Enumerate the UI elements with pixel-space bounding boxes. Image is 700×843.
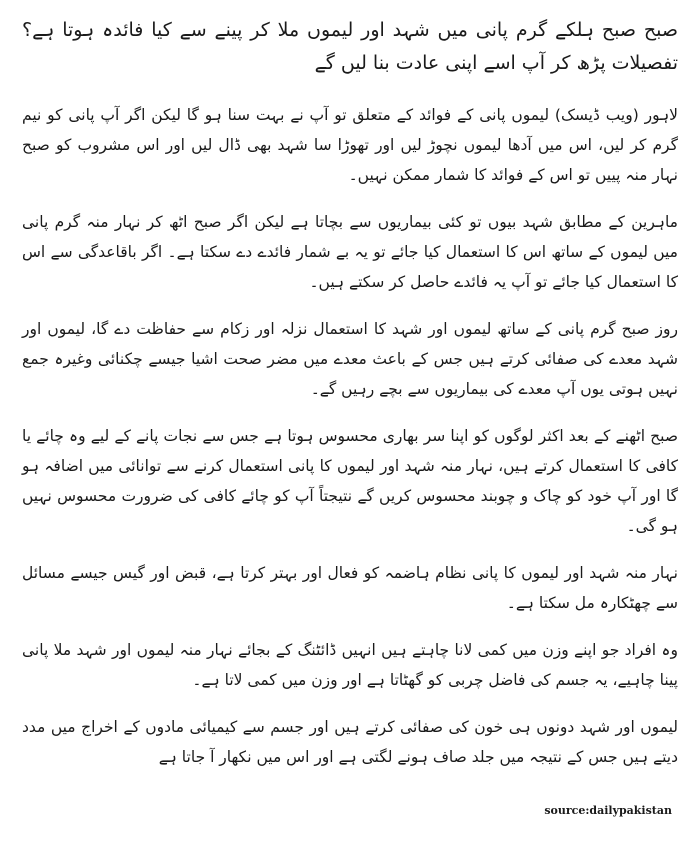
article-headline: صبح صبح ہلکے گرم پانی میں شہد اور لیموں ملا کر پینے سے کیا فائدہ ہوتا ہے؟تفصیلات پڑھ کر آپ اسے اپنی عادت بنا لیں گے <box>22 19 678 74</box>
article-paragraph: نہار منہ شہد اور لیموں کا پانی نظام ہاضمہ کو فعال اور بہتر کرتا ہے، قبض اور گیس جیسے مسائل سے چھٹکارہ مل سکتا ہے۔ <box>22 564 678 612</box>
article-paragraph: وہ افراد جو اپنے وزن میں کمی لانا چاہتے ہیں انہیں ڈائٹنگ کے بجائے نہار منہ لیموں اور شہد ملا پانی پینا چاہیے، یہ جسم کی فاضل چربی کو گھٹاتا ہے اور وزن میں کمی لاتا ہے۔ <box>22 641 678 689</box>
article-paragraph: ماہرین کے مطابق شہد بیوں تو کئی بیماریوں سے بچاتا ہے لیکن اگر صبح اٹھ کر نہار منہ گرم پانی میں لیموں کے ساتھ اس کا استعمال کیا جائے تو یہ بے شمار فائدے دے سکتا ہے۔ اگر باقاعدگی سے اس کا استعمال کیا جائے تو آپ یہ فائدے حاصل کر سکتے ہیں۔ <box>22 213 678 291</box>
article-paragraph: لاہور (ویب ڈیسک) لیموں پانی کے فوائد کے متعلق تو آپ نے بہت سنا ہو گا لیکن اگر آپ پانی کو نیم گرم کر لیں، اس میں آدھا لیموں نچوڑ لیں اور تھوڑا سا شہد بھی ڈال لیں اور اس مشروب کو صبح نہار منہ پییں تو اس کے فوائد کا شمار ممکن نہیں۔ <box>22 106 678 184</box>
article-paragraph: لیموں اور شہد دونوں ہی خون کی صفائی کرتے ہیں اور جسم سے کیمیائی مادوں کے اخراج میں مدد دیتے ہیں جس کے نتیجہ میں جلد صاف ہونے لگتی ہے اور اس میں نکھار آ جاتا ہے <box>22 718 678 766</box>
article-paragraph: صبح اٹھنے کے بعد اکثر لوگوں کو اپنا سر بھاری محسوس ہوتا ہے جس سے نجات پانے کے لیے وہ چائے یا کافی کا استعمال کرتے ہیں، نہار منہ شہد اور لیموں کا پانی استعمال کرنے سے توانائی میں اضافہ ہو گا اور آپ خود کو چاک و چوبند محسوس کریں گے نتیجتاً آپ کو چائے کافی کی ضرورت محسوس نہیں ہو گی۔ <box>22 427 678 535</box>
article-paragraph: روز صبح گرم پانی کے ساتھ لیموں اور شہد کا استعمال نزلہ اور زکام سے حفاظت دے گا، لیموں اور شہد معدے کی صفائی کرتے ہیں جس کے باعث معدے میں مضر صحت اشیا جیسے چکنائی وغیرہ جمع نہیں ہوتی یوں آپ معدے کی بیماریوں سے بچے رہیں گے۔ <box>22 320 678 398</box>
source-credit: source:dailypakistan <box>544 804 672 817</box>
